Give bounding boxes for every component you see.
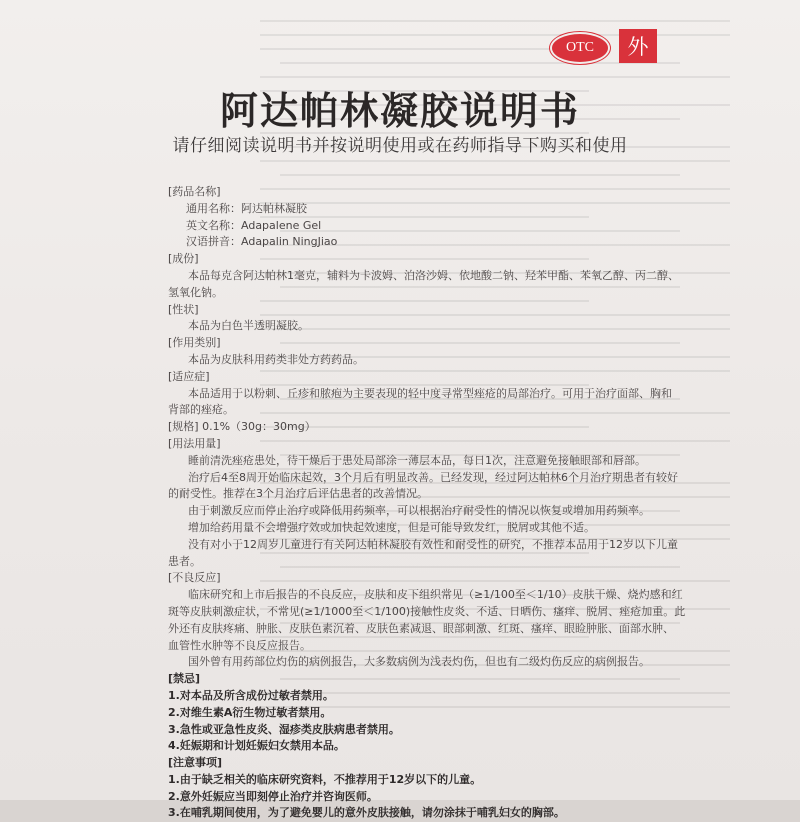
dosage-text: 增加给药用量不会增强疗效或加快起效速度，但是可能导致发红，脱屑或其他不适。 xyxy=(188,520,595,534)
section-heading-contraindications: [禁忌] xyxy=(168,672,201,686)
precaution-item: 3.在哺乳期间使用，为了避免婴儿的意外皮肤接触，请勿涂抹于哺乳妇女的胸部。 xyxy=(168,806,565,820)
page-subtitle: 请仔细阅读说明书并按说明使用或在药师指导下购买和使用 xyxy=(172,136,628,156)
adverse-text: 临床研究和上市后报告的不良反应，皮肤和皮下组织常见（≥1/100至＜1/10）皮肤干燥、烧灼感和红 xyxy=(188,588,683,602)
contraindication-item: 3.急性或亚急性皮炎、湿疹类皮肤病患者禁用。 xyxy=(168,722,400,736)
dosage-text: 治疗后4至8周开始临床起效，3个月后有明显改善。已经发现，经过阿达帕林6个月治疗期患者有较好 xyxy=(188,470,678,484)
leaflet-body xyxy=(168,184,686,822)
english-name: 英文名称：Adapalene Gel xyxy=(186,218,322,232)
section-heading-drug-name: [药品名称] xyxy=(168,185,221,198)
precaution-item: 1.由于缺乏相关的临床研究资料，不推荐用于12岁以下的儿童。 xyxy=(168,772,482,786)
otc-badge: OTC xyxy=(550,32,610,64)
section-heading-adverse: [不良反应] xyxy=(168,571,221,585)
dosage-text: 没有对小于12周岁儿童进行有关阿达帕林凝胶有效性和耐受性的研究，不推荐本品用于12岁以下儿童 xyxy=(188,537,678,551)
contraindication-item: 1.对本品及所含成份过敏者禁用。 xyxy=(168,688,334,702)
section-heading-composition: [成份] xyxy=(168,252,199,266)
adverse-text: 斑等皮肤刺激症状，不常见(≥1/1000至＜1/100)接触性皮炎、不适、日晒伤、瘙痒、脱屑、痤疮加重。此 xyxy=(168,604,686,618)
adverse-text: 国外曾有用药部位灼伤的病例报告，大多数病例为浅表灼伤，但也有二级灼伤反应的病例报告。 xyxy=(188,655,650,669)
adverse-text: 血管性水肿等不良反应报告。 xyxy=(168,638,311,652)
composition-line: 本品每克含阿达帕林1毫克，辅料为卡波姆、泊洛沙姆、依地酸二钠、羟苯甲酯、苯氧乙醇、丙二醇、 xyxy=(188,268,679,282)
generic-name: 通用名称：阿达帕林凝胶 xyxy=(186,201,307,215)
section-heading-indications: [适应症] xyxy=(168,369,210,383)
spec-line: [规格] 0.1%（30g：30mg） xyxy=(168,420,316,434)
category-text: 本品为皮肤科用药类非处方药药品。 xyxy=(188,352,364,366)
section-heading-description: [性状] xyxy=(168,302,199,316)
indications-line: 本品适用于以粉刺、丘疹和脓疱为主要表现的轻中度寻常型痤疮的局部治疗。可用于治疗面部、胸和 xyxy=(188,386,672,400)
contraindication-item: 2.对维生素A衍生物过敏者禁用。 xyxy=(168,705,332,719)
precaution-item: 2.意外妊娠应当即刻停止治疗并咨询医师。 xyxy=(168,789,378,803)
section-heading-precautions: [注意事项] xyxy=(168,756,223,770)
external-use-badge: 外 xyxy=(619,29,657,63)
dosage-text: 患者。 xyxy=(168,554,201,568)
dosage-text: 由于刺激反应而停止治疗或降低用药频率，可以根据治疗耐受性的情况以恢复或增加用药频率。 xyxy=(188,504,650,518)
section-heading-dosage: [用法用量] xyxy=(168,436,221,450)
pinyin-name: 汉语拼音：Adapalin NingJiao xyxy=(186,235,338,249)
composition-line: 氢氧化钠。 xyxy=(168,285,223,299)
dosage-text: 的耐受性。推荐在3个月治疗后评估患者的改善情况。 xyxy=(168,487,428,501)
page-title: 阿达帕林凝胶说明书 xyxy=(219,89,580,133)
contraindication-item: 4.妊娠期和计划妊娠妇女禁用本品。 xyxy=(168,739,345,753)
section-heading-category: [作用类别] xyxy=(168,336,221,350)
adverse-text: 外还有皮肤疼痛、肿胀、皮肤色素沉着、皮肤色素减退、眼部刺激、红斑、瘙痒、眼睑肿胀、面部水肿、 xyxy=(168,621,674,635)
dosage-text: 睡前清洗痤疮患处，待干燥后于患处局部涂一薄层本品，每日1次，注意避免接触眼部和唇部。 xyxy=(188,453,646,467)
indications-line: 背部的痤疮。 xyxy=(168,403,234,417)
description-text: 本品为白色半透明凝胶。 xyxy=(188,319,309,333)
